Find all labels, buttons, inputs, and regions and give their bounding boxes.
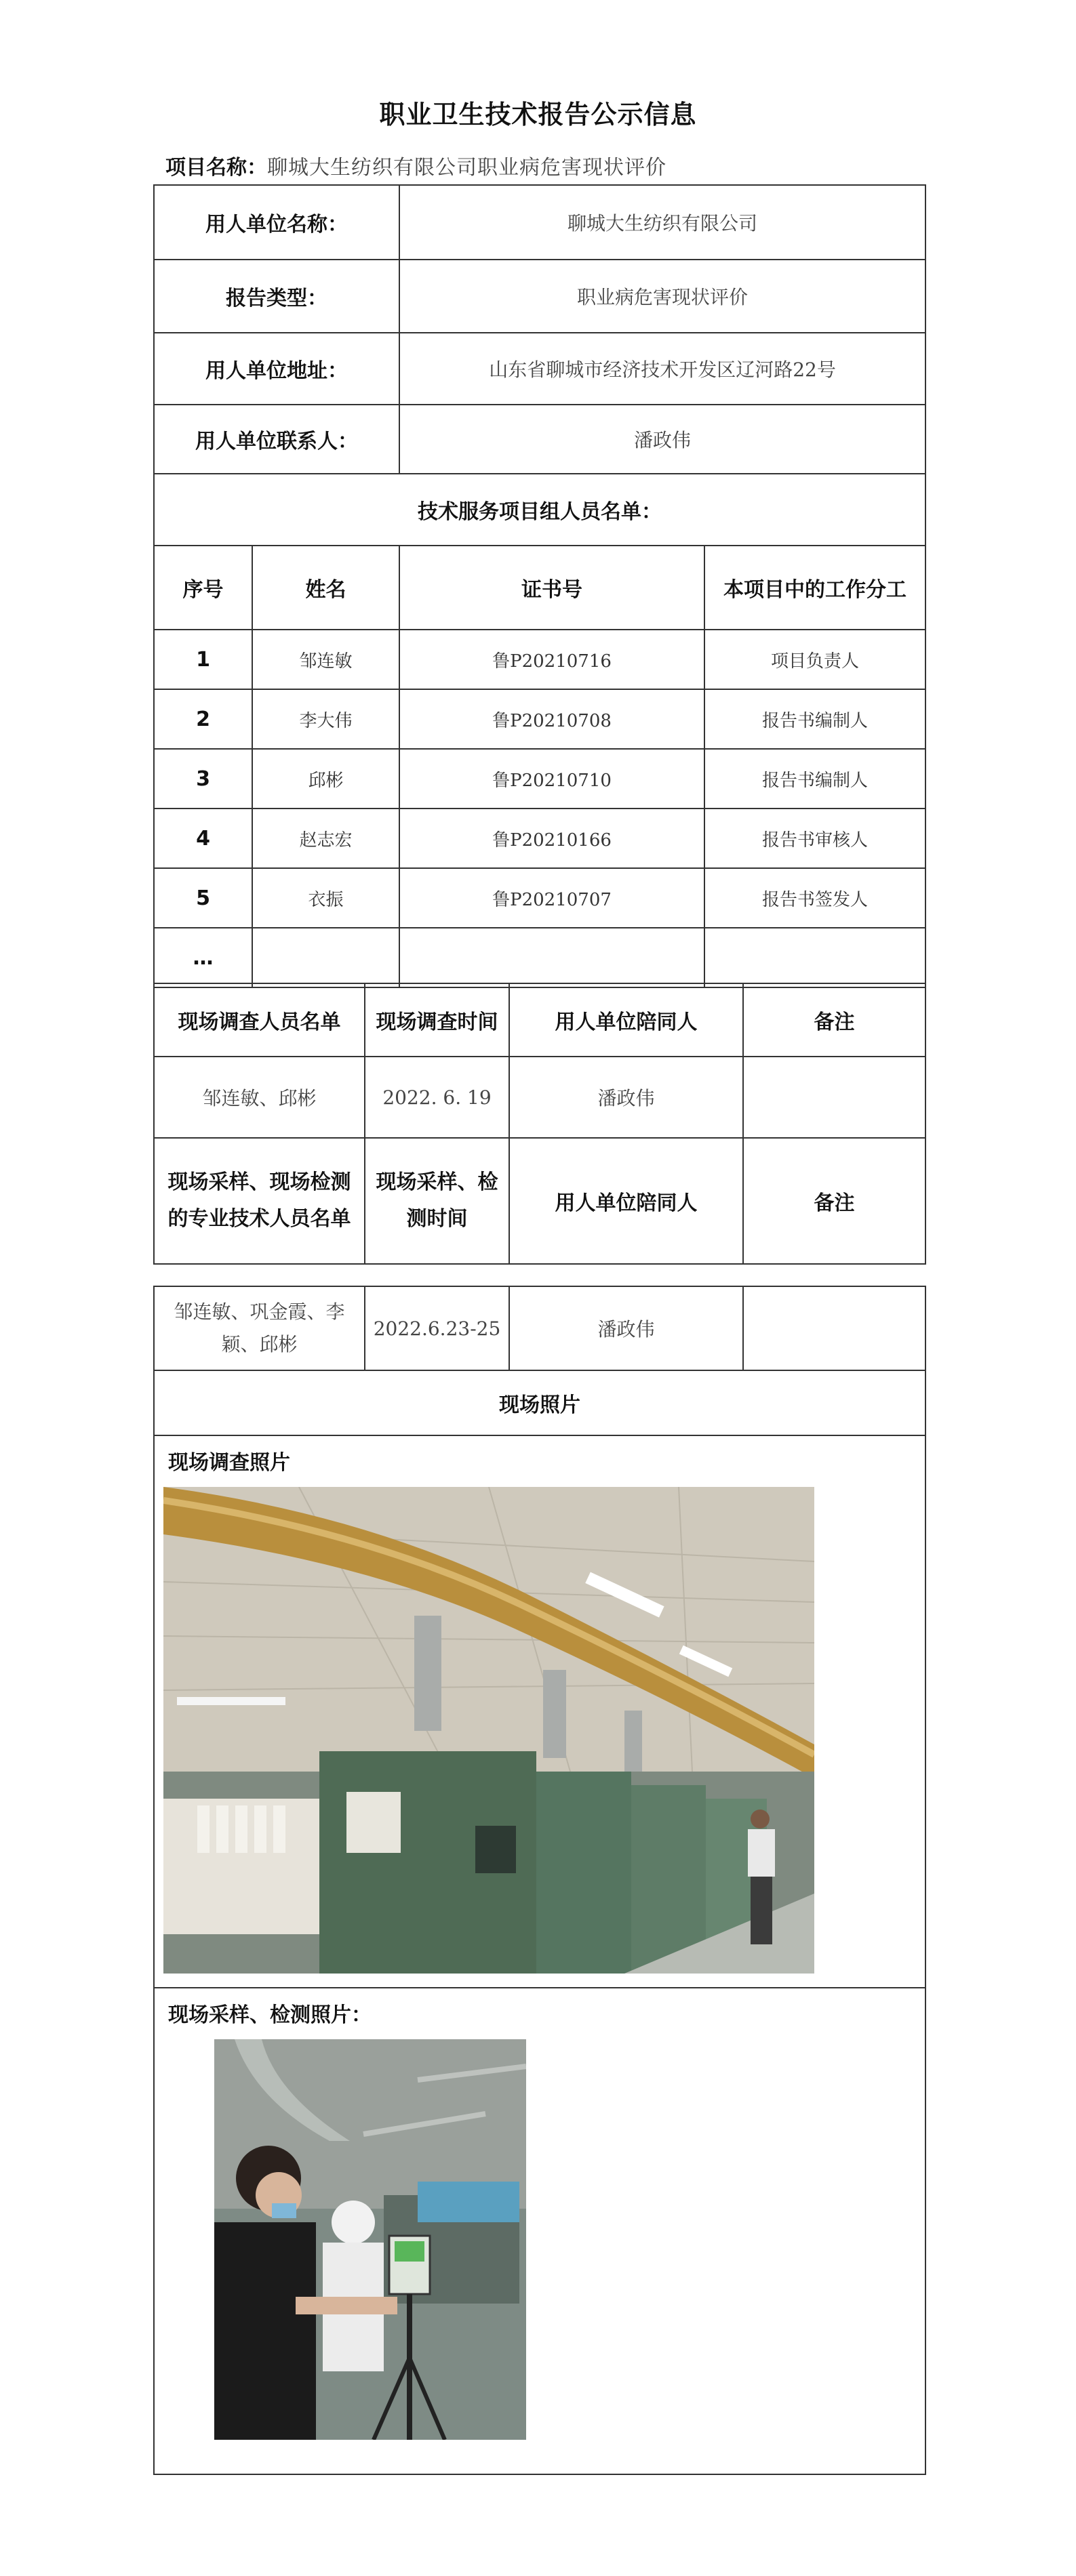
survey-col-header: 现场调查人员名单 [154, 983, 365, 1057]
team-no: 1 [154, 630, 252, 689]
sampling-col-header: 现场采样、现场检测的专业技术人员名单 [154, 1138, 365, 1264]
info-row-contact [154, 405, 925, 474]
team-cert: 鲁P20210707 [399, 868, 704, 928]
team-name: 赵志宏 [252, 809, 399, 868]
info-row-address [154, 333, 925, 405]
team-row [154, 809, 925, 868]
team-header-row [154, 546, 925, 630]
project-name-line [165, 150, 666, 180]
survey-col-header: 用人单位陪同人 [509, 983, 743, 1057]
sampling-scene-illustration [214, 2039, 526, 2440]
report-info-table [153, 184, 926, 988]
team-name: 邱彬 [252, 749, 399, 809]
team-cert: 鲁P20210716 [399, 630, 704, 689]
team-cert: 鲁P20210710 [399, 749, 704, 809]
sampling-note [743, 1286, 925, 1370]
photos-heading: 现场照片 [154, 1370, 925, 1435]
team-name: 李大伟 [252, 689, 399, 749]
team-cert: 鲁P20210166 [399, 809, 704, 868]
team-ellipsis: … [154, 928, 252, 987]
info-label: 用人单位联系人： [154, 405, 399, 474]
survey-companion: 潘政伟 [509, 1057, 743, 1138]
team-col-header: 序号 [154, 546, 252, 630]
team-no: 2 [154, 689, 252, 749]
info-label: 用人单位地址： [154, 333, 399, 405]
team-col-header: 姓名 [252, 546, 399, 630]
info-row-report-type [154, 260, 925, 333]
info-value: 潘政伟 [399, 405, 925, 474]
sampling-time: 2022.6.23-25 [365, 1286, 509, 1370]
team-role: 报告书编制人 [704, 749, 925, 809]
photos-heading-row [154, 1370, 925, 1435]
info-label: 用人单位名称： [154, 185, 399, 260]
team-cert: 鲁P20210708 [399, 689, 704, 749]
empty-cell [399, 928, 704, 987]
survey-people: 邹连敏、邱彬 [154, 1057, 365, 1138]
team-no: 5 [154, 868, 252, 928]
team-no: 3 [154, 749, 252, 809]
survey-header-row [154, 983, 925, 1057]
sampling-companion: 潘政伟 [509, 1286, 743, 1370]
sampling-col-header: 备注 [743, 1138, 925, 1264]
team-name: 邹连敏 [252, 630, 399, 689]
team-no: 4 [154, 809, 252, 868]
info-value: 职业病危害现状评价 [399, 260, 925, 333]
team-col-header: 本项目中的工作分工 [704, 546, 925, 630]
project-name-label: 项目名称： [165, 156, 267, 180]
sampling-photo [214, 2039, 526, 2440]
team-heading: 技术服务项目组人员名单： [154, 474, 925, 546]
team-role: 报告书编制人 [704, 689, 925, 749]
sampling-col-header: 现场采样、检测时间 [365, 1138, 509, 1264]
team-row [154, 868, 925, 928]
info-value: 山东省聊城市经济技术开发区辽河路22号 [399, 333, 925, 405]
survey-table [153, 983, 926, 1265]
survey-note [743, 1057, 925, 1138]
survey-row [154, 1057, 925, 1138]
info-row-company [154, 185, 925, 260]
survey-col-header: 现场调查时间 [365, 983, 509, 1057]
team-role: 报告书签发人 [704, 868, 925, 928]
survey-photo-label: 现场调查照片 [168, 1451, 290, 1475]
info-value: 聊城大生纺织有限公司 [399, 185, 925, 260]
team-row [154, 689, 925, 749]
team-name: 衣振 [252, 868, 399, 928]
survey-photo [163, 1487, 814, 1974]
survey-time: 2022. 6. 19 [365, 1057, 509, 1138]
info-label: 报告类型： [154, 260, 399, 333]
page-title: 职业卫生技术报告公示信息 [379, 100, 697, 129]
sampling-header-row [154, 1138, 925, 1264]
sampling-col-header: 用人单位陪同人 [509, 1138, 743, 1264]
sampling-row [154, 1286, 925, 1370]
project-name-value: 聊城大生纺织有限公司职业病危害现状评价 [267, 156, 666, 180]
sampling-photo-label: 现场采样、检测照片： [168, 2003, 372, 2027]
factory-interior-illustration [163, 1487, 814, 1974]
empty-cell [252, 928, 399, 987]
team-row-ellipsis [154, 928, 925, 987]
team-role: 报告书审核人 [704, 809, 925, 868]
team-col-header: 证书号 [399, 546, 704, 630]
team-heading-row [154, 474, 925, 546]
team-row [154, 630, 925, 689]
team-row [154, 749, 925, 809]
sampling-people: 邹连敏、巩金霞、李颖、邱彬 [154, 1286, 365, 1370]
empty-cell [704, 928, 925, 987]
survey-col-header: 备注 [743, 983, 925, 1057]
team-role: 项目负责人 [704, 630, 925, 689]
